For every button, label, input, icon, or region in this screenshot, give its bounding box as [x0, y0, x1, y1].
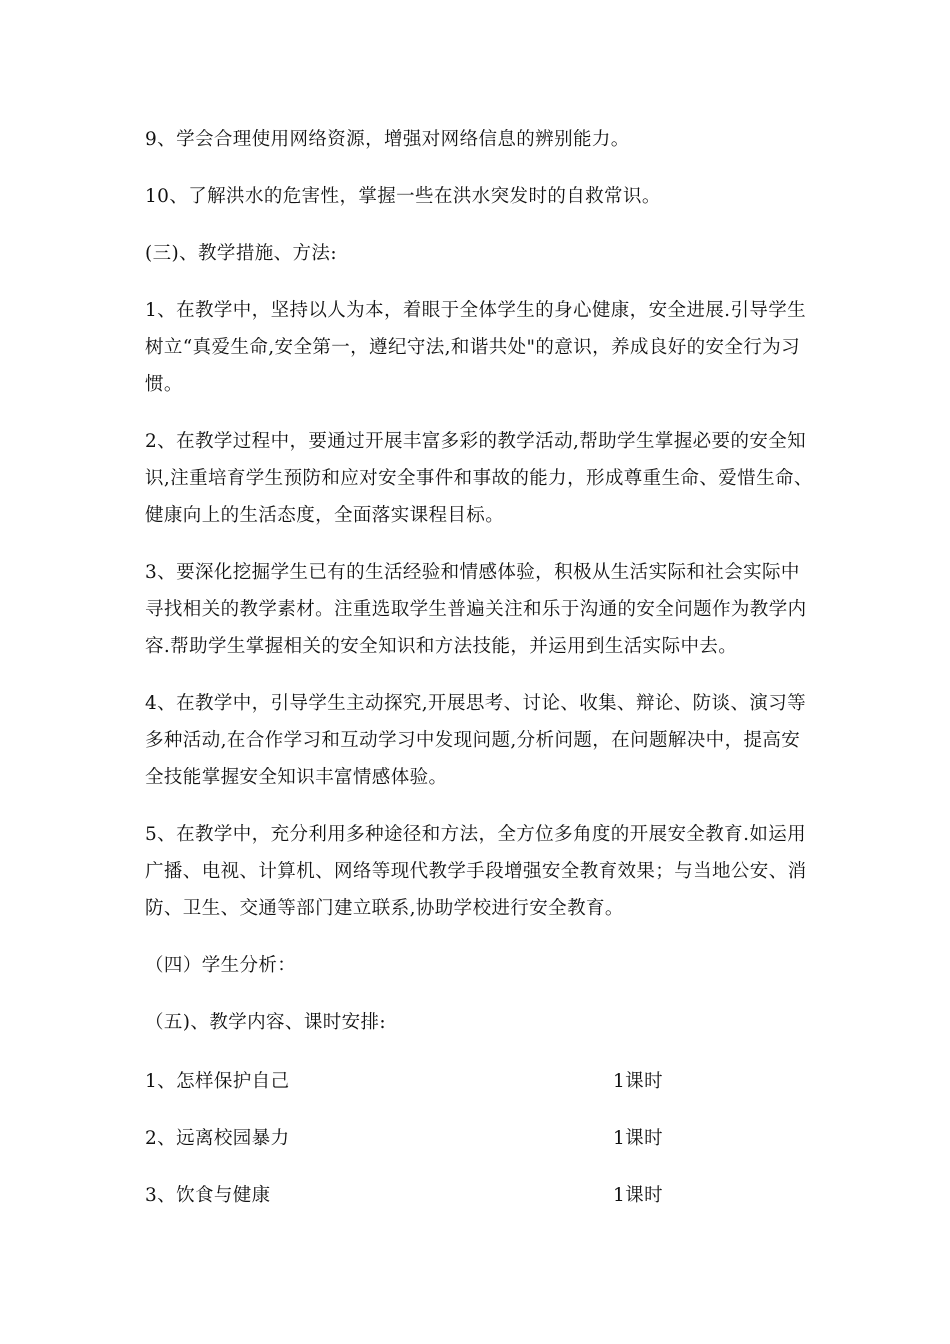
lesson-schedule: [145, 1061, 813, 1212]
paragraph-measure-3: 3、要深化挖掘学生已有的生活经验和情感体验，积极从生活实际和社会实际中寻找相关的教学素材。注重选取学生普遍关注和乐于沟通的安全问题作为教学内容.帮助学生掌握相关的安全知识和方法技能，并运用到生活实际中去。: [145, 562, 807, 657]
document-body: [145, 121, 813, 1212]
schedule-lesson-hours: 1课时: [613, 1127, 663, 1149]
paragraph-measure-2: 2、在教学过程中，要通过开展丰富多彩的教学活动,帮助学生掌握必要的安全知识,注重培育学生预防和应对安全事件和事故的能力，形成尊重生命、爱惜生命、健康向上的生活态度，全面落实课程目标。: [145, 431, 813, 526]
section-heading-student-analysis: （四）学生分析：: [145, 955, 297, 976]
paragraph-measure-5: 5、在教学中，充分利用多种途径和方法，全方位多角度的开展安全教育.如运用广播、电视、计算机、网络等现代教学手段增强安全教育效果；与当地公安、消防、卫生、交通等部门建立联系,协助学校进行安全教育。: [145, 824, 807, 919]
schedule-row: [145, 1061, 813, 1098]
paragraph-measure-4: 4、在教学中，引导学生主动探究,开展思考、讨论、收集、辩论、防谈、演习等多种活动,在合作学习和互动学习中发现问题,分析问题，在问题解决中，提高安全技能掌握安全知识丰富情感体验。: [145, 693, 807, 788]
schedule-lesson-hours: 1课时: [613, 1070, 663, 1092]
paragraph-measure-1: 1、在教学中，坚持以人为本，着眼于全体学生的身心健康，安全进展.引导学生树立“真爱生命,安全第一，遵纪守法,和谐共处"的意识，养成良好的安全行为习惯。: [145, 300, 807, 395]
schedule-row: [145, 1175, 813, 1212]
schedule-row: [145, 1118, 813, 1155]
schedule-lesson-title: 1、怎样保护自己: [145, 1070, 290, 1092]
section-heading-measures: (三)、教学措施、方法:: [145, 243, 337, 264]
paragraph-item-10: 10、了解洪水的危害性，掌握一些在洪水突发时的自救常识。: [145, 186, 661, 207]
schedule-lesson-title: 3、饮食与健康: [145, 1184, 271, 1206]
schedule-lesson-hours: 1课时: [613, 1184, 663, 1206]
paragraph-item-9: 9、学会合理使用网络资源，增强对网络信息的辨别能力。: [145, 129, 630, 150]
schedule-lesson-title: 2、远离校园暴力: [145, 1127, 290, 1149]
section-heading-schedule: （五)、教学内容、课时安排:: [145, 1012, 387, 1033]
